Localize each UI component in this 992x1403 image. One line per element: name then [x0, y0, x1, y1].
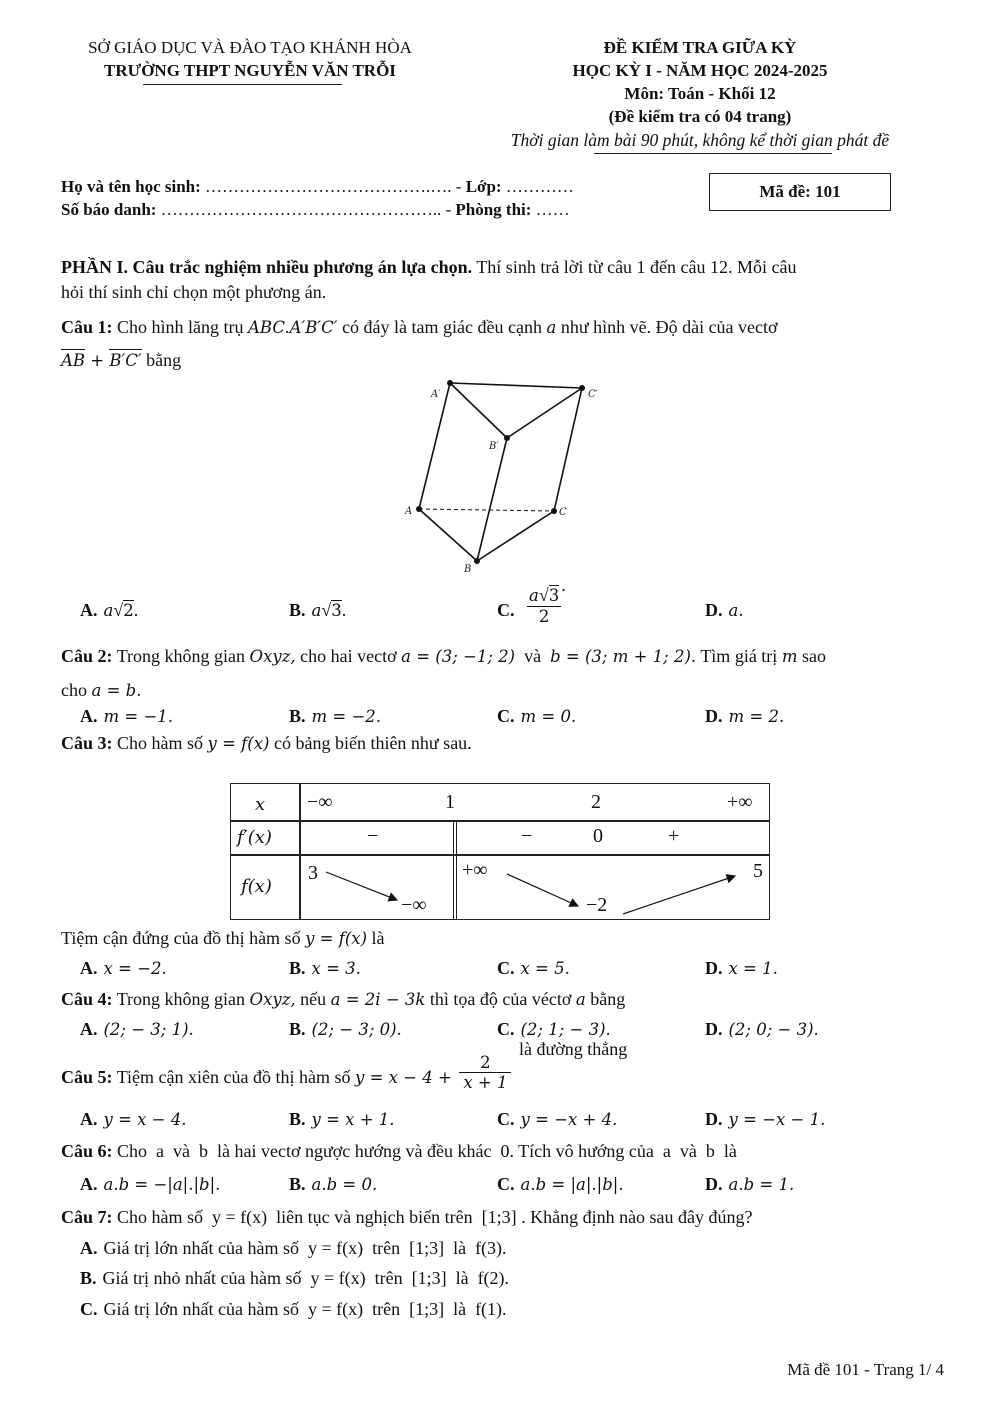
sqrt-symbol: √ [538, 585, 549, 605]
q5-line1 [61, 1039, 628, 1103]
q5-option-d[interactable] [705, 1109, 825, 1130]
class-dots[interactable]: ………… [501, 177, 574, 196]
vertex-label-c1: C′ [588, 389, 598, 400]
q3-line1 [61, 733, 472, 754]
q3-text: Cho hàm số [112, 733, 208, 753]
option-math: (2; − 3; 0). [311, 1020, 402, 1039]
q2-math: b = (3; m + 1; 2). [550, 647, 697, 666]
table-x-value: −∞ [307, 791, 333, 813]
q2-text: Trong không gian [112, 646, 250, 666]
q3-option-a[interactable] [80, 958, 167, 979]
q2-math: m [781, 647, 798, 666]
q4-math: Oxyz, [249, 990, 296, 1009]
option-math: a.b = |a|.|b|. [520, 1175, 624, 1194]
q6-option-c[interactable] [497, 1174, 624, 1195]
exam-underline [594, 153, 832, 154]
q5-math: y = x − 4 + [355, 1068, 452, 1087]
q3-math: y = f(x) [305, 929, 368, 948]
q4-label: Câu 4: [61, 989, 113, 1009]
q4-text: Trong không gian [112, 989, 250, 1009]
sqrt-symbol: √ [321, 600, 332, 620]
q4-line1 [61, 989, 625, 1010]
option-label: D. [705, 1019, 723, 1039]
q5-text: Tiệm cận xiên của đồ thị hàm số [112, 1067, 355, 1087]
table-f-value: 5 [753, 860, 763, 882]
option-math: a [103, 601, 114, 620]
option-math: y = x − 4. [103, 1110, 187, 1129]
student-id-line [61, 200, 570, 220]
q7-option-b[interactable] [80, 1268, 509, 1289]
q4-option-d[interactable] [705, 1019, 819, 1040]
fraction-numerator: 2 [459, 1053, 511, 1073]
q1-text: như hình vẽ. Độ dài của vectơ [556, 317, 778, 337]
table-header-f: f(x) [241, 876, 272, 897]
option-math: a.b = −|a|.|b|. [103, 1175, 221, 1194]
option-label: A. [80, 1019, 98, 1039]
q3-option-b[interactable] [289, 958, 361, 979]
table-arrows [231, 784, 769, 919]
option-label: D. [705, 1174, 723, 1194]
q3-text: Tiệm cận đứng của đồ thị hàm số [61, 928, 306, 948]
option-label: C. [497, 1109, 515, 1129]
q1-option-a[interactable] [80, 600, 138, 621]
option-math: m = 2. [728, 707, 785, 726]
part1-text2: hỏi thí sinh chỉ chọn một phương án. [61, 282, 327, 302]
option-label: B. [289, 1109, 306, 1129]
school-name: TRƯỜNG THPT NGUYỄN VĂN TRỖI [104, 61, 396, 80]
q2-math: a = b. [91, 681, 142, 700]
table-f-value: 3 [308, 862, 318, 884]
student-name-label: Họ và tên học sinh: [61, 177, 201, 196]
option-label: B. [289, 958, 306, 978]
q2-text: sao [797, 646, 826, 666]
option-label: A. [80, 1238, 98, 1258]
q5-fraction [459, 1053, 511, 1092]
fraction-denominator: 2 [538, 607, 550, 626]
option-dot: . [133, 600, 139, 620]
q5-text: là đường thẳng [514, 1039, 628, 1059]
q4-text: bằng [585, 989, 626, 1009]
exam-semester: HỌC KỲ I - NĂM HỌC 2024-2025 [572, 61, 828, 80]
table-x-value: 1 [445, 791, 455, 813]
q2-text: cho [61, 680, 92, 700]
q6-option-b[interactable] [289, 1174, 377, 1195]
option-label: C. [497, 1019, 515, 1039]
q5-label: Câu 5: [61, 1067, 113, 1087]
option-label: C. [497, 706, 515, 726]
room-dots[interactable]: …… [531, 200, 570, 219]
sqrt-radicand: 3 [548, 586, 560, 605]
option-label: D. [705, 706, 723, 726]
q2-option-d[interactable] [705, 706, 784, 727]
q4-option-c[interactable] [497, 1019, 611, 1040]
q1-label: Câu 1: [61, 317, 113, 337]
q3-text: là [367, 928, 385, 948]
q4-math: a [575, 990, 586, 1009]
option-label: A. [80, 706, 98, 726]
option-label: B. [80, 1268, 97, 1288]
option-label: C. [80, 1299, 98, 1319]
table-fprime-value: − [367, 825, 379, 847]
option-label: A. [80, 1174, 98, 1194]
room-label: Phòng thi: [455, 200, 532, 219]
q2-text: Tìm giá trị [696, 646, 782, 666]
student-name-dots[interactable]: ………………………………….…. - [200, 177, 462, 196]
q4-option-a[interactable] [80, 1019, 194, 1040]
sqrt-radicand: 2 [123, 601, 134, 620]
q2-text: và [515, 646, 551, 666]
table-fprime-value: + [668, 825, 680, 847]
q2-math: a = (3; −1; 2) [401, 647, 516, 666]
option-math: a. [728, 601, 744, 620]
option-label: A. [80, 1109, 98, 1129]
table-fprime-value: − [521, 825, 533, 847]
option-label: B. [289, 600, 306, 620]
q2-text: cho hai vectơ [295, 646, 402, 666]
q5-option-a[interactable] [80, 1109, 187, 1130]
option-math: m = −1. [103, 707, 174, 726]
option-text: Giá trị nhỏ nhất của hàm số y = f(x) trên [1;3] là f(2). [102, 1268, 510, 1288]
sbd-label: Số báo danh: [61, 200, 157, 219]
variation-table [230, 783, 770, 920]
q1-plus: + [85, 351, 110, 370]
exam-code-box: Mã đề: 101 [709, 173, 891, 211]
q7-label: Câu 7: [61, 1207, 113, 1227]
q2-math: Oxyz, [249, 647, 296, 666]
q2-option-c[interactable] [497, 706, 576, 727]
class-label: Lớp: [465, 177, 502, 196]
option-math: (2; 0; − 3). [728, 1020, 819, 1039]
fraction-numerator [527, 585, 561, 607]
q3-label: Câu 3: [61, 733, 113, 753]
q1-option-c[interactable] [497, 575, 566, 641]
table-header-fprime: f′(x) [237, 827, 272, 848]
table-f-value: −2 [586, 894, 608, 916]
q1-math-prism: ABC.A′B′C′ [248, 318, 338, 337]
option-math: a [529, 586, 539, 605]
q1-option-d[interactable] [705, 600, 744, 621]
option-dot: . [561, 575, 566, 595]
table-header-x: x [255, 794, 266, 815]
option-label: C. [497, 600, 515, 620]
q3-option-d[interactable] [705, 958, 778, 979]
option-math: a [311, 601, 322, 620]
option-math: y = −x − 1. [728, 1110, 826, 1129]
q4-text: thì tọa độ của véctơ [425, 989, 576, 1009]
q4-math: a = 2i − 3k [330, 990, 426, 1009]
q1-text: có đáy là tam giác đều cạnh [337, 317, 547, 337]
option-label: B. [289, 706, 306, 726]
vertex-label-a: A [405, 506, 413, 517]
option-text: Giá trị lớn nhất của hàm số y = f(x) trên [1;3] là f(1). [103, 1299, 507, 1319]
table-x-value: 2 [591, 791, 601, 813]
table-fprime-value: 0 [593, 825, 603, 847]
table-f-value: +∞ [462, 859, 488, 881]
q2-line2 [61, 680, 141, 701]
q7-line1 [61, 1207, 753, 1228]
q2-option-b[interactable] [289, 706, 381, 727]
q5-option-c[interactable] [497, 1109, 617, 1130]
fraction [527, 585, 561, 626]
vertex-label-b1: B′ [489, 441, 499, 452]
option-label: C. [497, 958, 515, 978]
option-math: a.b = 1. [728, 1175, 795, 1194]
student-name-line [61, 177, 574, 197]
q5-option-b[interactable] [289, 1109, 395, 1130]
option-label: C. [497, 1174, 515, 1194]
q3-option-c[interactable] [497, 958, 570, 979]
department-name: SỞ GIÁO DỤC VÀ ĐÀO TẠO KHÁNH HÒA [88, 38, 412, 57]
exam-subject: Môn: Toán - Khối 12 [624, 84, 776, 103]
vertex-label-b: B [464, 564, 472, 575]
q6-line1 [61, 1141, 737, 1162]
q1-line2 [61, 350, 181, 371]
q2-label: Câu 2: [61, 646, 113, 666]
q1-text: bằng [141, 350, 182, 370]
q1-text: Cho hình lăng trụ [112, 317, 249, 337]
option-label: D. [705, 958, 723, 978]
table-x-value: +∞ [727, 791, 753, 813]
sbd-dots[interactable]: ………………………………………….. - [156, 200, 452, 219]
option-math: x = −2. [103, 959, 167, 978]
q2-line1 [61, 646, 826, 667]
vertex-label-a1: A′ [431, 389, 441, 400]
part1-intro [61, 254, 941, 281]
option-label: A. [80, 600, 98, 620]
option-math: a.b = 0. [311, 1175, 378, 1194]
school-underline [143, 84, 342, 85]
option-label: D. [705, 600, 723, 620]
option-math: y = −x + 4. [520, 1110, 618, 1129]
option-text: Giá trị lớn nhất của hàm số y = f(x) trên [1;3] là f(3). [103, 1238, 507, 1258]
q3-math: y = f(x) [207, 734, 270, 753]
part1-text1: Thí sinh trả lời từ câu 1 đến câu 12. Mỗi câu [472, 257, 797, 277]
page-footer: Mã đề 101 - Trang 1/ 4 [787, 1360, 944, 1379]
option-math: y = x + 1. [311, 1110, 395, 1129]
q3-text: có bảng biến thiên như sau. [269, 733, 472, 753]
part1-title: PHẦN I. Câu trắc nghiệm nhiều phương án lựa chọn. [61, 257, 473, 277]
q1-line1 [61, 317, 778, 338]
option-math: x = 1. [728, 959, 778, 978]
option-math: m = −2. [311, 707, 382, 726]
option-label: D. [705, 1109, 723, 1129]
q3-after-line [61, 928, 385, 949]
q6-label: Câu 6: [61, 1141, 113, 1161]
table-f-value: −∞ [401, 894, 427, 916]
prism-figure [400, 375, 610, 575]
q2-option-a[interactable] [80, 706, 173, 727]
q1-vector-bc: B′C′ [109, 351, 142, 370]
q6-option-d[interactable] [705, 1174, 794, 1195]
option-label: B. [289, 1019, 306, 1039]
option-math: m = 0. [520, 707, 577, 726]
fraction-denominator: x + 1 [463, 1073, 508, 1092]
option-math: (2; 1; − 3). [520, 1020, 611, 1039]
q1-vector-ab: AB [61, 351, 86, 370]
q6-option-a[interactable] [80, 1174, 220, 1195]
option-math: x = 3. [311, 959, 361, 978]
exam-pages: (Đề kiểm tra có 04 trang) [608, 107, 792, 126]
option-label: B. [289, 1174, 306, 1194]
q1-option-b[interactable] [289, 600, 346, 621]
sqrt-symbol: √ [113, 600, 124, 620]
option-dot: . [341, 600, 347, 620]
q4-text: nếu [295, 989, 331, 1009]
vertex-label-c: C [559, 507, 567, 518]
q6-text: Cho a và b là hai vectơ ngược hướng và đều khác 0. Tích vô hướng của a và b là [112, 1141, 737, 1161]
option-label: A. [80, 958, 98, 978]
exam-title: ĐỀ KIỂM TRA GIỮA KỲ [603, 38, 797, 57]
q4-option-b[interactable] [289, 1019, 402, 1040]
sqrt-radicand: 3 [331, 601, 342, 620]
q7-option-c[interactable] [80, 1299, 507, 1320]
exam-time: Thời gian làm bài 90 phút, không kể thời gian phát đề [510, 130, 890, 150]
q7-option-a[interactable] [80, 1238, 507, 1259]
option-math: (2; − 3; 1). [103, 1020, 194, 1039]
q1-math-a: a [546, 318, 557, 337]
q7-text: Cho hàm số y = f(x) liên tục và nghịch biến trên [1;3] . Khẳng định nào sau đây đúng? [112, 1207, 753, 1227]
option-math: x = 5. [520, 959, 570, 978]
